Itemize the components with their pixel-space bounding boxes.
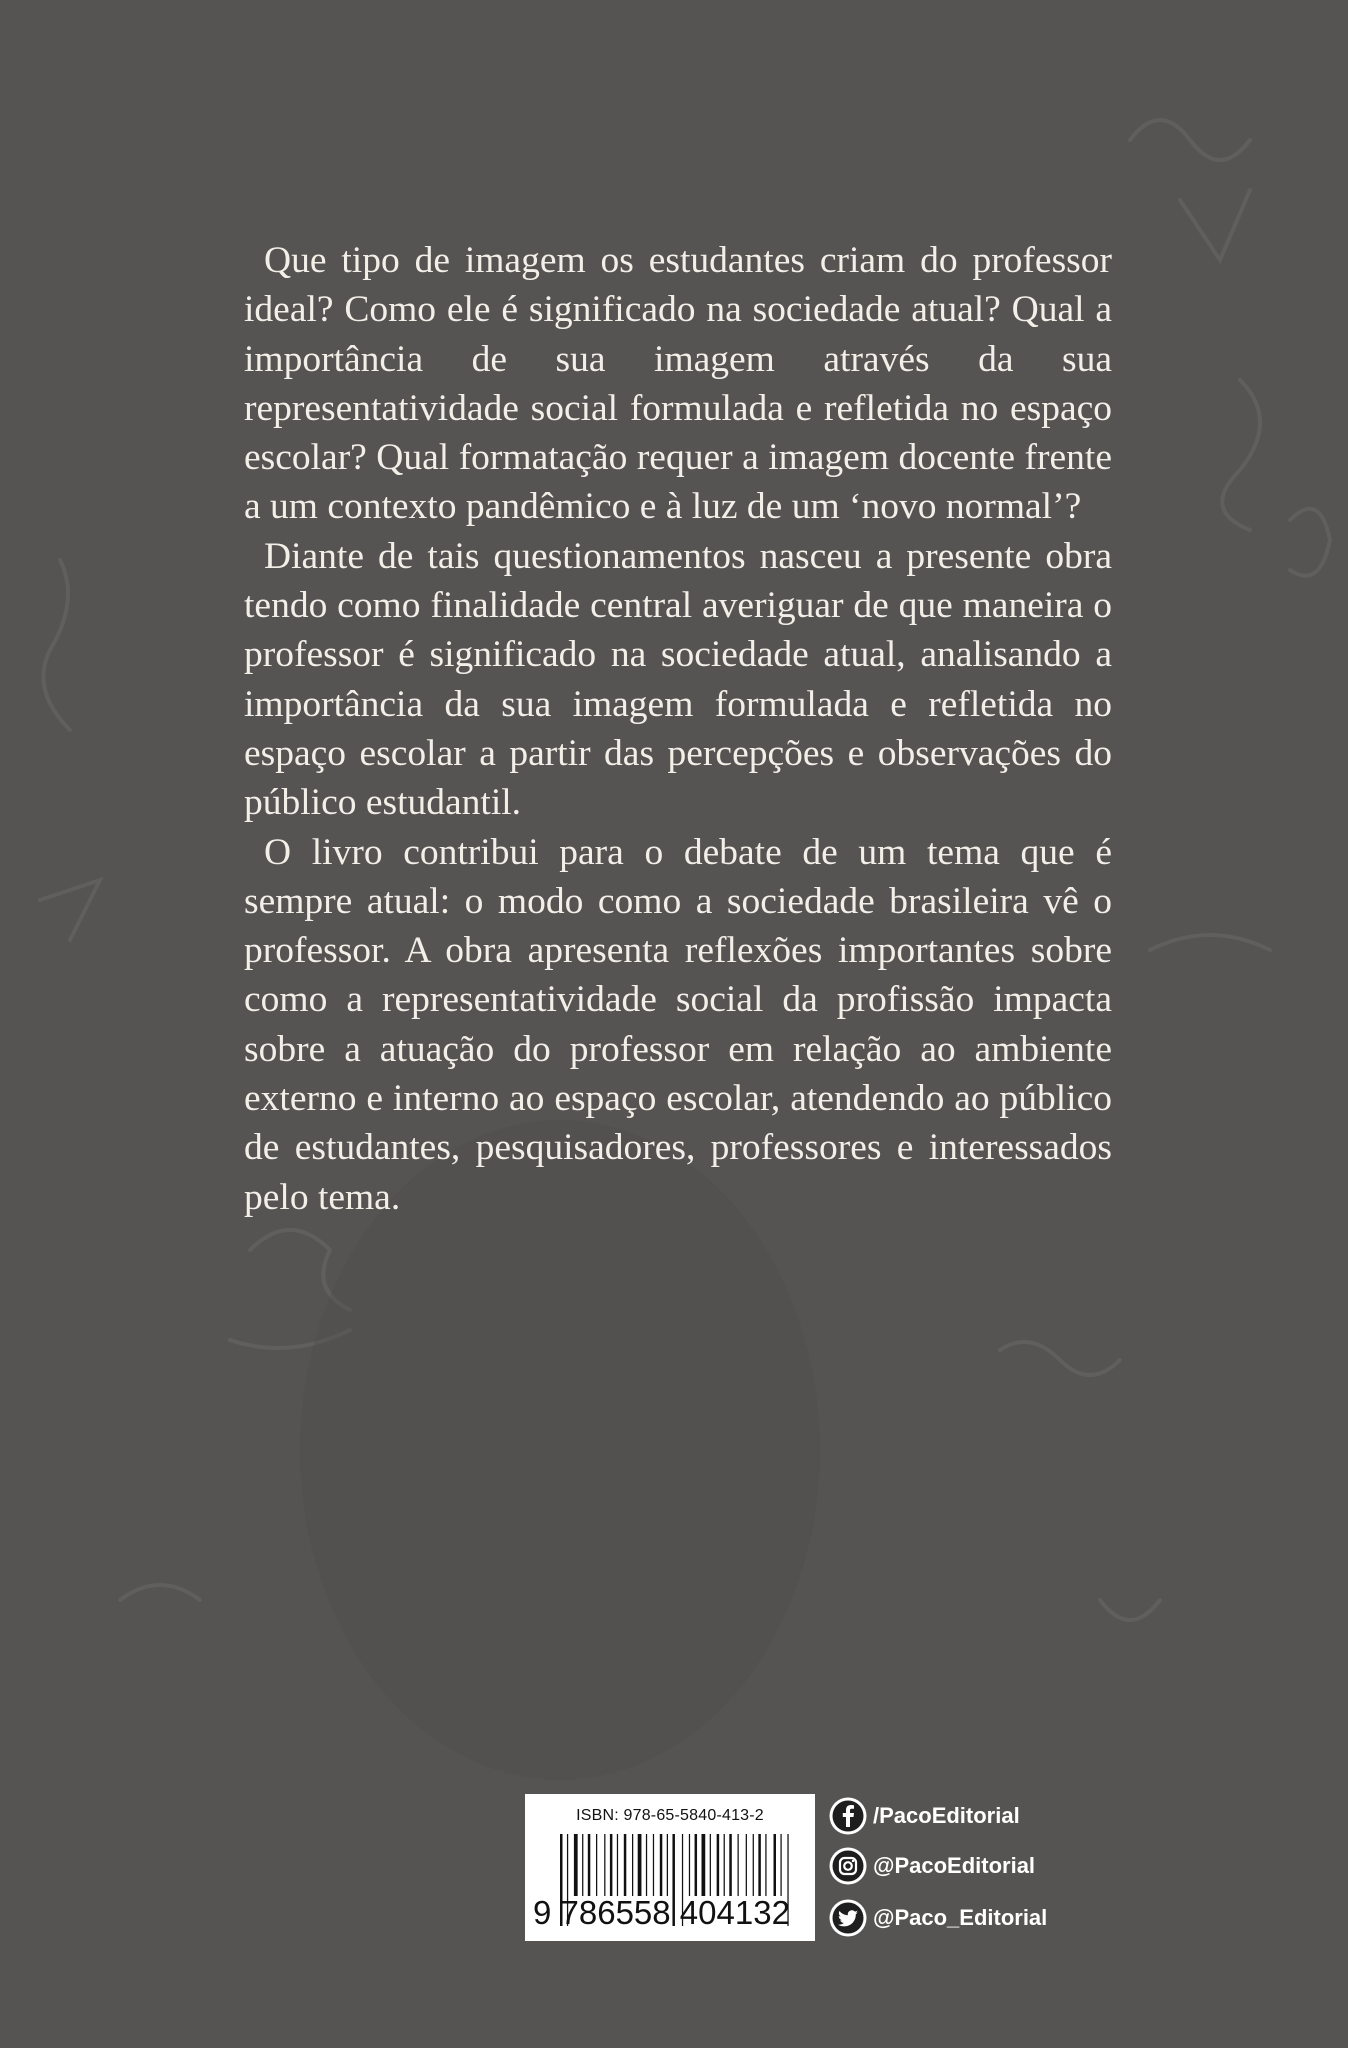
twitter-handle: @Paco_Editorial (873, 1905, 1048, 1930)
barcode-bar (638, 1834, 642, 1896)
back-cover-description (244, 236, 1112, 1222)
barcode-bar (653, 1834, 654, 1896)
barcode-bar (574, 1834, 578, 1896)
barcode-digits: 9 786558 404132 (533, 1894, 790, 1931)
facebook-icon (828, 1796, 868, 1836)
isbn-label: ISBN: 978-65-5840-413-2 (576, 1807, 764, 1824)
barcode-bar (729, 1834, 732, 1896)
barcode-bar (604, 1834, 605, 1896)
barcode-bar (646, 1834, 647, 1896)
barcode-bar (610, 1834, 613, 1896)
barcode-bar (695, 1834, 698, 1896)
barcode-bar (758, 1834, 761, 1896)
barcode-bar (774, 1834, 777, 1896)
barcode-bar (624, 1834, 627, 1896)
twitter-icon (828, 1898, 868, 1938)
barcode-bar (582, 1834, 583, 1896)
barcode-bar (753, 1834, 754, 1896)
barcode-bar (689, 1834, 690, 1896)
description-paragraph: Que tipo de imagem os estudantes criam do professor ideal? Como ele é significado na sociedade atual? Qual a importância de sua imagem através da sua representatividade social formulada e refletida no espaço escolar? Qual formatação requer a imagem docente frente a um contexto pandêmico e à luz de um ‘novo normal’? (244, 240, 1112, 528)
twitter-link[interactable] (828, 1896, 1068, 1940)
facebook-handle: /PacoEditorial (873, 1803, 1020, 1828)
barcode-bar (738, 1834, 739, 1896)
barcode-bar (765, 1834, 766, 1896)
facebook-link[interactable] (828, 1794, 1068, 1838)
barcode-bar (780, 1834, 781, 1896)
barcode-bar (632, 1834, 633, 1896)
barcode-bar (596, 1834, 597, 1896)
description-paragraph: Diante de tais questionamentos nasceu a presente obra tendo como finalidade central averiguar de que maneira o professor é significado na sociedade atual, analisando a importância da sua imagem formulada e refletida no espaço escolar a partir das percepções e observações do público estudantil. (244, 535, 1112, 824)
barcode-bar (746, 1834, 747, 1896)
isbn-barcode (525, 1794, 815, 1941)
instagram-handle: @PacoEditorial (873, 1853, 1036, 1878)
instagram-link[interactable] (828, 1844, 1068, 1888)
barcode-bar (702, 1834, 706, 1896)
barcode-bar (617, 1834, 618, 1896)
barcode-bar (660, 1834, 663, 1896)
barcode-bar (588, 1834, 591, 1896)
barcode-bar (724, 1834, 725, 1896)
description-paragraph: O livro contribui para o debate de um tema que é sempre atual: o modo como a sociedade brasileira vê o professor. A obra apresenta reflexões importantes sobre como a representatividade social da profissão impacta sobre a atuação do professor em relação ao ambiente externo e interno ao espaço escolar, atendendo ao público de estudantes, pesquisadores, professores e interessados pelo tema. (244, 831, 1112, 1218)
instagram-icon (828, 1846, 868, 1886)
barcode-bar (667, 1834, 668, 1896)
barcode-bar (710, 1834, 711, 1896)
barcode-bar (717, 1834, 720, 1896)
